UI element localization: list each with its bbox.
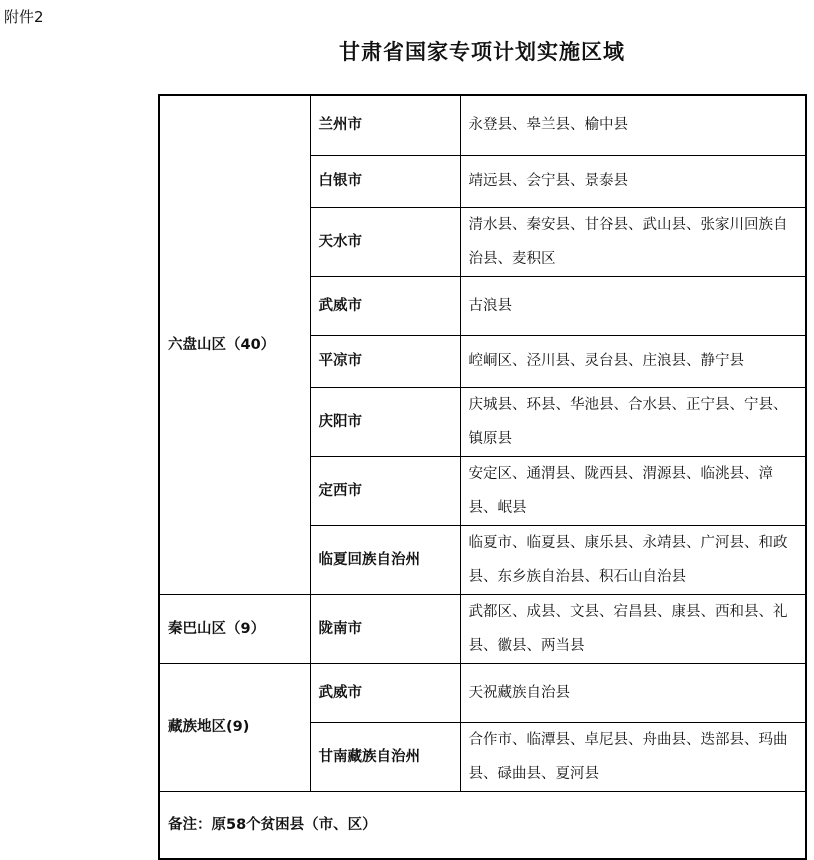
counties-cell: 天祝藏族自治县 bbox=[460, 663, 806, 722]
city-cell: 陇南市 bbox=[310, 594, 460, 663]
city-cell: 白银市 bbox=[310, 155, 460, 207]
city-cell: 甘南藏族自治州 bbox=[310, 722, 460, 791]
attachment-label: 附件2 bbox=[4, 8, 44, 26]
counties-cell: 安定区、通渭县、陇西县、渭源县、临洮县、漳县、岷县 bbox=[460, 456, 806, 525]
counties-cell: 靖远县、会宁县、景泰县 bbox=[460, 155, 806, 207]
note-row bbox=[159, 791, 806, 859]
region-cell: 藏族地区(9) bbox=[159, 663, 310, 791]
page-title: 甘肃省国家专项计划实施区域 bbox=[339, 39, 625, 64]
city-cell: 武威市 bbox=[310, 663, 460, 722]
counties-cell: 崆峒区、泾川县、灵台县、庄浪县、静宁县 bbox=[460, 335, 806, 387]
city-cell: 定西市 bbox=[310, 456, 460, 525]
region-cell: 秦巴山区（9） bbox=[159, 594, 310, 663]
region-cell: 六盘山区（40） bbox=[159, 95, 310, 594]
counties-cell: 永登县、皋兰县、榆中县 bbox=[460, 95, 806, 155]
city-cell: 平凉市 bbox=[310, 335, 460, 387]
counties-cell: 古浪县 bbox=[460, 276, 806, 335]
city-cell: 庆阳市 bbox=[310, 387, 460, 456]
city-cell: 兰州市 bbox=[310, 95, 460, 155]
table-row bbox=[159, 594, 806, 663]
counties-cell: 合作市、临潭县、卓尼县、舟曲县、迭部县、玛曲县、碌曲县、夏河县 bbox=[460, 722, 806, 791]
counties-cell: 武都区、成县、文县、宕昌县、康县、西和县、礼县、徽县、两当县 bbox=[460, 594, 806, 663]
counties-cell: 庆城县、环县、华池县、合水县、正宁县、宁县、镇原县 bbox=[460, 387, 806, 456]
table-row bbox=[159, 95, 806, 155]
city-cell: 天水市 bbox=[310, 207, 460, 276]
note-cell: 备注：原58个贫困县（市、区） bbox=[159, 791, 806, 859]
counties-cell: 清水县、秦安县、甘谷县、武山县、张家川回族自治县、麦积区 bbox=[460, 207, 806, 276]
city-cell: 武威市 bbox=[310, 276, 460, 335]
table-row bbox=[159, 663, 806, 722]
counties-cell: 临夏市、临夏县、康乐县、永靖县、广河县、和政县、东乡族自治县、积石山自治县 bbox=[460, 525, 806, 594]
region-table bbox=[158, 94, 807, 860]
city-cell: 临夏回族自治州 bbox=[310, 525, 460, 594]
